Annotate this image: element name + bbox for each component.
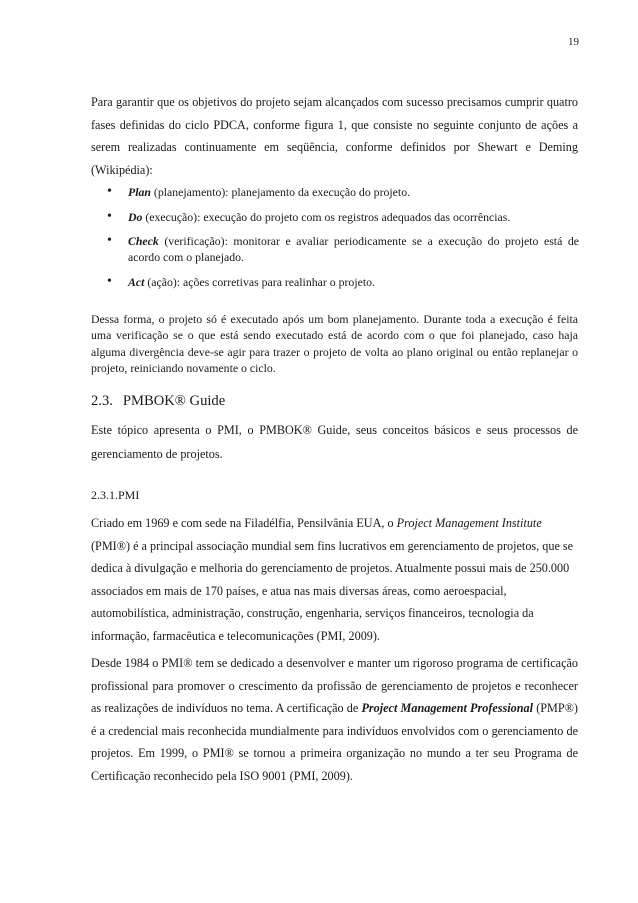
pmi-paragraph [91,512,578,647]
pmp-name-bold-italic: Project Management Professional [361,701,534,716]
subsection-title: PMI [118,488,140,502]
pmi-text-end: (PMI®) é a principal associação mundial sem fins lucrativos em gerenciamento de projetos, que se dedica à divulgação e melhoria do gerenciamento de projetos. Atualmente possui mais de 250.000 associados em mais de 170 países, e atua nas mais diversas áreas, como aeroespacial, automobilística, administração, construção, engenharia, serviços financeiros, tecnologia da informação, farmacêutica e telecomunicações (PMI, 2009). [91,538,574,643]
phase-term: Act [128,274,145,289]
certification-text-start: Desde 1984 o PMI® tem se dedicado a desenvolver e manter um rigoroso programa de certificação profissional para promover o crescimento da profissão de gerenciamento de projetos e reconhecer as realizações de indivíduos no tema. A certificação de [91,656,578,716]
list-item [107,209,579,225]
bullet-icon: • [107,184,112,199]
section-intro-paragraph: Este tópico apresenta o PMI, o PMBOK® Guide, seus conceitos básicos e seus processos de gerenciamento de projetos. [91,423,578,461]
phase-description: (verificação): monitorar e avaliar periodicamente se a execução do projeto está de acordo com o planejado. [128,234,579,264]
section-number: 2.3. [91,393,113,409]
bullet-icon: • [107,233,112,248]
pmi-name-italic: Project Management Institute [396,516,542,530]
subsection-number: 2.3.1. [91,488,118,502]
phase-description: (planejamento): planejamento da execução do projeto. [150,185,411,199]
list-item [107,233,579,265]
subsection-heading [91,488,139,503]
phase-description: (ação): ações corretivas para realinhar o projeto. [144,274,375,289]
bullet-icon: • [107,208,112,224]
section-title: PMBOK® Guide [122,393,226,409]
pmi-text-start: Criado em 1969 e com sede na Filadélfia, Pensilvânia EUA, o [91,516,397,530]
phase-term: Plan [128,185,151,199]
phase-term: Check [128,234,159,248]
section-heading [91,393,225,410]
list-item [107,184,579,200]
pdca-phase-list [107,184,579,298]
phase-description: (execução): execução do projeto com os registros adequados das ocorrências. [142,209,511,224]
certification-paragraph [91,652,578,788]
pdca-intro-paragraph: Para garantir que os objetivos do projeto sejam alcançados com sucesso precisamos cumprir quatro fases definidas do ciclo PDCA, conforme figura 1, que consiste no seguinte conjunto de ações a serem realizadas continuamente em seqüência, conforme definidos por Shewart e Deming (Wikipédia): [91,95,578,177]
certification-text-end: (PMP®) é a credencial mais reconhecida mundialmente para indivíduos envolvidos com o gerenciamento de projetos. Em 1999, o PMI® se tornou a primeira organização no mundo a ter seu Programa de Certificação reconhecido pela ISO 9001 (PMI, 2009). [91,701,578,783]
pdca-conclusion-paragraph: Dessa forma, o projeto só é executado após um bom planejamento. Durante toda a execução é feita uma verificação se o que está sendo executado está de acordo com o que foi planejado, caso haja alguma divergência deve-se agir para trazer o projeto de volta ao plano original ou então replanejar o projeto, reiniciando novamente o ciclo. [91,312,578,375]
page-number: 19 [568,36,579,48]
list-item [107,274,579,290]
phase-term: Do [128,209,143,224]
bullet-icon: • [107,273,112,289]
